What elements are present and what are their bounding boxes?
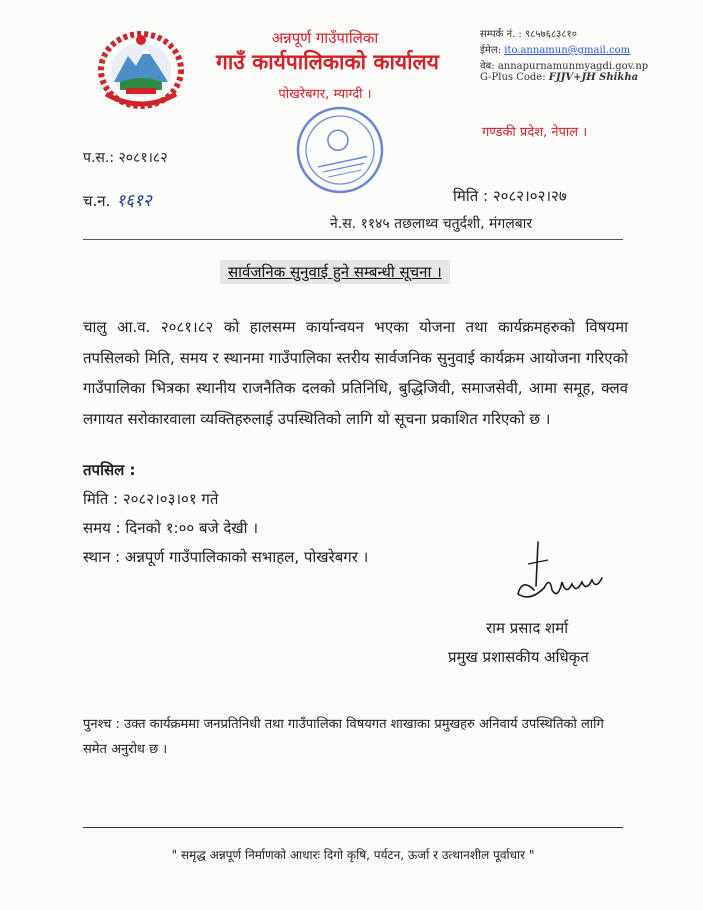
- official-stamp-icon: [285, 100, 395, 200]
- issue-date: मिति : २०८२।०२।२७: [453, 187, 567, 205]
- contact-gplus-line: [480, 72, 638, 83]
- dispatch-label: च.न.: [83, 192, 111, 210]
- contact-email-label: ईमेल:: [480, 45, 502, 56]
- reference-number: प.स.: २०८१।८२: [83, 150, 168, 166]
- contact-email-line: [480, 42, 630, 56]
- footer-slogan: " समृद्ध अन्नपूर्ण निर्माणको आधारः दिगो कृषि, पर्यटन, ऊर्जा र उत्थानशील पूर्वाधार ": [171, 848, 535, 862]
- office-address: पोखरेबगर, म्याग्दी ।: [278, 87, 372, 102]
- header-divider: [83, 239, 623, 240]
- signature-icon: [500, 538, 610, 608]
- nepal-sambat-date: ने.स. ११४५ तछलाथ्व चतुर्दशी, मंगलबार: [330, 216, 533, 232]
- postscript: पुनश्च : उक्त कार्यक्रममा जनप्रतिनिधी तथा गाउँपालिका विषयगत शाखाका प्रमुखहरु अनिवार्य उपस्थितिको लागि समेत अनुरोध छ ।: [83, 717, 604, 757]
- signer-title: प्रमुख प्रशासकीय अधिकृत: [448, 648, 589, 666]
- contact-gplus-code: FJJV+JH Shikha: [548, 72, 639, 83]
- province-label: गण्डकी प्रदेश, नेपाल ।: [482, 125, 588, 140]
- event-time: समय : दिनको १:०० बजे देखी ।: [83, 519, 259, 537]
- office-name-line2: गाउँ कार्यपालिकाको कार्यालय: [216, 50, 439, 74]
- contact-gplus-label: G-Plus Code:: [480, 72, 546, 83]
- contact-website: वेब: annapurnamunmyagdi.gov.np: [480, 61, 649, 72]
- dispatch-number: [83, 188, 152, 211]
- nepal-emblem-icon: [96, 30, 186, 110]
- office-name-line1: अन्नपूर्ण गाउँपालिका: [271, 29, 379, 47]
- notice-body: चालु आ.व. २०८१।८२ को हालसम्म कार्यान्वयन भएका योजना तथा कार्यक्रमहरुको विषयमा तपसिलको मिति, समय र स्थानमा गाउँपालिका स्तरीय सार्वजनिक सुनुवाई कार्यक्रम आयोजना गरिएको गाउँपालिका भित्रका स्थानीय राजनैतिक दलको प्रतिनिधि, बुद्धिजिवी, समाजसेवी, आमा समूह, क्लव लगायत सरोकारवाला व्यक्तिहरुलाई उपस्थितिको लागि यो सूचना प्रकाशित गरिएको छ ।: [83, 318, 628, 428]
- event-venue: स्थान : अन्नपूर्ण गाउँपालिकाको सभाहल, पोखरेबगर ।: [83, 548, 369, 566]
- notice-title-text: सार्वजनिक सुनुवाई हुने सम्बन्धी सूचना ।: [228, 263, 442, 281]
- contact-email-link[interactable]: ito.annamun@gmail.com: [504, 45, 631, 56]
- dispatch-value-handwritten: १६१२: [116, 191, 152, 211]
- signer-name: राम प्रसाद शर्मा: [486, 619, 569, 637]
- notice-title: [220, 260, 450, 284]
- details-heading: तपसिल :: [83, 461, 136, 479]
- footer-divider: [83, 827, 623, 828]
- contact-phone: सम्पर्क नं. : ९८५७६८३८१०: [480, 29, 577, 40]
- event-date: मिति : २०८२।०३।०१ गते: [83, 490, 219, 508]
